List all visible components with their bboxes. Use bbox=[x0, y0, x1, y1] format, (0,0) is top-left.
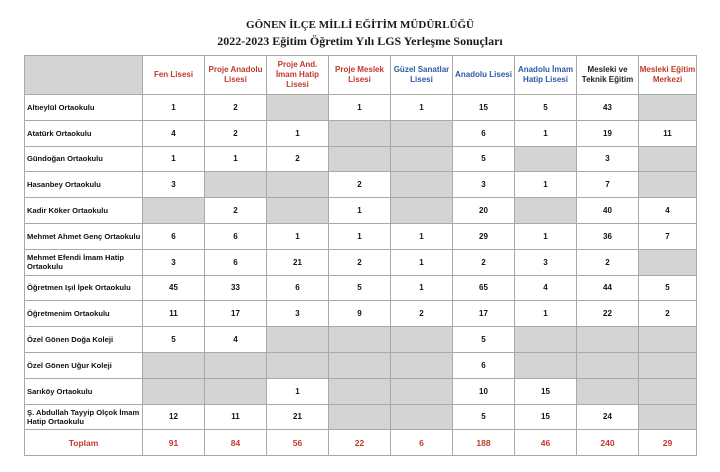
table-row bbox=[25, 352, 697, 378]
empty-cell bbox=[267, 198, 329, 224]
school-name-cell: Mehmet Ahmet Genç Ortaokulu bbox=[25, 223, 143, 249]
column-header: Anadolu Lisesi bbox=[453, 56, 515, 95]
table-row bbox=[25, 301, 697, 327]
school-name-cell: Öğretmenim Ortaokulu bbox=[25, 301, 143, 327]
empty-cell bbox=[391, 120, 453, 146]
count-cell: 5 bbox=[453, 146, 515, 172]
empty-cell bbox=[205, 352, 267, 378]
count-cell: 40 bbox=[577, 198, 639, 224]
count-cell: 24 bbox=[577, 404, 639, 430]
empty-cell bbox=[577, 327, 639, 353]
header-row bbox=[25, 56, 697, 95]
count-cell: 1 bbox=[515, 301, 577, 327]
count-cell: 17 bbox=[453, 301, 515, 327]
total-cell: 188 bbox=[453, 430, 515, 456]
school-name-cell: Atatürk Ortaokulu bbox=[25, 120, 143, 146]
count-cell: 1 bbox=[391, 223, 453, 249]
count-cell: 33 bbox=[205, 275, 267, 301]
table-row bbox=[25, 404, 697, 430]
office-title: GÖNEN İLÇE MİLLİ EĞİTİM MÜDÜRLÜĞÜ bbox=[246, 19, 474, 31]
empty-cell bbox=[391, 146, 453, 172]
count-cell: 1 bbox=[143, 95, 205, 121]
table-row bbox=[25, 275, 697, 301]
count-cell: 1 bbox=[391, 95, 453, 121]
count-cell: 1 bbox=[267, 120, 329, 146]
empty-cell bbox=[391, 327, 453, 353]
empty-cell bbox=[639, 146, 697, 172]
school-name-cell: Mehmet Efendi İmam Hatip Ortaokulu bbox=[25, 249, 143, 275]
count-cell: 3 bbox=[143, 249, 205, 275]
count-cell: 17 bbox=[205, 301, 267, 327]
count-cell: 1 bbox=[329, 95, 391, 121]
empty-cell bbox=[267, 327, 329, 353]
total-cell: 6 bbox=[391, 430, 453, 456]
empty-cell bbox=[391, 172, 453, 198]
empty-cell bbox=[639, 378, 697, 404]
count-cell: 15 bbox=[453, 95, 515, 121]
count-cell: 7 bbox=[577, 172, 639, 198]
empty-cell bbox=[143, 378, 205, 404]
table-row bbox=[25, 198, 697, 224]
count-cell: 1 bbox=[515, 172, 577, 198]
count-cell: 3 bbox=[515, 249, 577, 275]
empty-cell bbox=[639, 95, 697, 121]
empty-cell bbox=[391, 198, 453, 224]
empty-cell bbox=[515, 198, 577, 224]
school-name-cell: Hasanbey Ortaokulu bbox=[25, 172, 143, 198]
empty-cell bbox=[267, 172, 329, 198]
count-cell: 45 bbox=[143, 275, 205, 301]
total-cell: 46 bbox=[515, 430, 577, 456]
empty-cell bbox=[639, 172, 697, 198]
count-cell: 2 bbox=[205, 198, 267, 224]
count-cell: 44 bbox=[577, 275, 639, 301]
empty-cell bbox=[515, 327, 577, 353]
total-cell: 84 bbox=[205, 430, 267, 456]
count-cell: 1 bbox=[267, 378, 329, 404]
table-row bbox=[25, 95, 697, 121]
count-cell: 5 bbox=[143, 327, 205, 353]
count-cell: 3 bbox=[267, 301, 329, 327]
count-cell: 12 bbox=[143, 404, 205, 430]
count-cell: 11 bbox=[205, 404, 267, 430]
empty-cell bbox=[329, 120, 391, 146]
table-row bbox=[25, 172, 697, 198]
empty-cell bbox=[639, 404, 697, 430]
empty-cell bbox=[639, 327, 697, 353]
school-name-cell: Sarıköy Ortaokulu bbox=[25, 378, 143, 404]
school-name-cell: Ş. Abdullah Tayyip Olçok İmam Hatip Ortaokulu bbox=[25, 404, 143, 430]
count-cell: 2 bbox=[577, 249, 639, 275]
school-name-cell: Altıeylül Ortaokulu bbox=[25, 95, 143, 121]
count-cell: 6 bbox=[205, 249, 267, 275]
count-cell: 4 bbox=[205, 327, 267, 353]
count-cell: 2 bbox=[267, 146, 329, 172]
empty-cell bbox=[329, 378, 391, 404]
count-cell: 3 bbox=[453, 172, 515, 198]
count-cell: 15 bbox=[515, 378, 577, 404]
empty-cell bbox=[267, 352, 329, 378]
count-cell: 1 bbox=[267, 223, 329, 249]
count-cell: 1 bbox=[515, 223, 577, 249]
total-cell: 240 bbox=[577, 430, 639, 456]
column-header: Proje Meslek Lisesi bbox=[329, 56, 391, 95]
school-name-cell: Özel Gönen Uğur Koleji bbox=[25, 352, 143, 378]
count-cell: 21 bbox=[267, 404, 329, 430]
column-header: Güzel Sanatlar Lisesi bbox=[391, 56, 453, 95]
count-cell: 6 bbox=[267, 275, 329, 301]
empty-cell bbox=[143, 198, 205, 224]
count-cell: 1 bbox=[329, 198, 391, 224]
count-cell: 6 bbox=[453, 120, 515, 146]
count-cell: 22 bbox=[577, 301, 639, 327]
count-cell: 2 bbox=[453, 249, 515, 275]
count-cell: 3 bbox=[577, 146, 639, 172]
count-cell: 5 bbox=[453, 404, 515, 430]
table-row bbox=[25, 249, 697, 275]
total-cell: 29 bbox=[639, 430, 697, 456]
empty-cell bbox=[329, 327, 391, 353]
count-cell: 4 bbox=[639, 198, 697, 224]
school-name-cell: Gündoğan Ortaokulu bbox=[25, 146, 143, 172]
column-header: Mesleki Eğitim Merkezi bbox=[639, 56, 697, 95]
count-cell: 4 bbox=[515, 275, 577, 301]
count-cell: 2 bbox=[391, 301, 453, 327]
empty-cell bbox=[329, 146, 391, 172]
count-cell: 9 bbox=[329, 301, 391, 327]
count-cell: 10 bbox=[453, 378, 515, 404]
count-cell: 1 bbox=[205, 146, 267, 172]
count-cell: 11 bbox=[143, 301, 205, 327]
empty-cell bbox=[329, 404, 391, 430]
empty-cell bbox=[577, 378, 639, 404]
count-cell: 21 bbox=[267, 249, 329, 275]
count-cell: 1 bbox=[391, 275, 453, 301]
count-cell: 5 bbox=[639, 275, 697, 301]
school-name-cell: Kadir Köker Ortaokulu bbox=[25, 198, 143, 224]
count-cell: 6 bbox=[205, 223, 267, 249]
count-cell: 36 bbox=[577, 223, 639, 249]
empty-cell bbox=[143, 352, 205, 378]
count-cell: 1 bbox=[329, 223, 391, 249]
count-cell: 5 bbox=[515, 95, 577, 121]
count-cell: 29 bbox=[453, 223, 515, 249]
empty-cell bbox=[639, 352, 697, 378]
empty-cell bbox=[267, 95, 329, 121]
empty-cell bbox=[391, 352, 453, 378]
count-cell: 6 bbox=[453, 352, 515, 378]
count-cell: 2 bbox=[329, 249, 391, 275]
column-header: Anadolu İmam Hatip Lisesi bbox=[515, 56, 577, 95]
report-title: 2022-2023 Eğitim Öğretim Yılı LGS Yerleşme Sonuçları bbox=[217, 34, 503, 48]
empty-cell bbox=[329, 352, 391, 378]
empty-cell bbox=[515, 352, 577, 378]
count-cell: 4 bbox=[143, 120, 205, 146]
count-cell: 1 bbox=[391, 249, 453, 275]
count-cell: 3 bbox=[143, 172, 205, 198]
count-cell: 11 bbox=[639, 120, 697, 146]
column-header: Proje Anadolu Lisesi bbox=[205, 56, 267, 95]
table-row bbox=[25, 223, 697, 249]
table-row bbox=[25, 327, 697, 353]
count-cell: 2 bbox=[329, 172, 391, 198]
count-cell: 1 bbox=[143, 146, 205, 172]
column-header: Fen Lisesi bbox=[143, 56, 205, 95]
empty-cell bbox=[205, 172, 267, 198]
school-name-cell: Özel Gönen Doğa Koleji bbox=[25, 327, 143, 353]
count-cell: 19 bbox=[577, 120, 639, 146]
total-cell: 91 bbox=[143, 430, 205, 456]
count-cell: 65 bbox=[453, 275, 515, 301]
totals-label: Toplam bbox=[25, 430, 143, 456]
empty-cell bbox=[391, 378, 453, 404]
totals-row bbox=[25, 430, 697, 456]
count-cell: 7 bbox=[639, 223, 697, 249]
column-header: Mesleki ve Teknik Eğitim bbox=[577, 56, 639, 95]
empty-cell bbox=[639, 249, 697, 275]
empty-cell bbox=[515, 146, 577, 172]
count-cell: 5 bbox=[453, 327, 515, 353]
count-cell: 43 bbox=[577, 95, 639, 121]
table-row bbox=[25, 146, 697, 172]
placement-results-table bbox=[24, 55, 697, 456]
count-cell: 2 bbox=[205, 120, 267, 146]
school-name-cell: Öğretmen Işıl İpek Ortaokulu bbox=[25, 275, 143, 301]
count-cell: 1 bbox=[515, 120, 577, 146]
table-row bbox=[25, 378, 697, 404]
empty-cell bbox=[577, 352, 639, 378]
header-corner-cell bbox=[25, 56, 143, 95]
count-cell: 15 bbox=[515, 404, 577, 430]
table-row bbox=[25, 120, 697, 146]
total-cell: 22 bbox=[329, 430, 391, 456]
count-cell: 5 bbox=[329, 275, 391, 301]
empty-cell bbox=[205, 378, 267, 404]
column-header: Proje And. İmam Hatip Lisesi bbox=[267, 56, 329, 95]
total-cell: 56 bbox=[267, 430, 329, 456]
count-cell: 2 bbox=[205, 95, 267, 121]
count-cell: 20 bbox=[453, 198, 515, 224]
count-cell: 6 bbox=[143, 223, 205, 249]
empty-cell bbox=[391, 404, 453, 430]
count-cell: 2 bbox=[639, 301, 697, 327]
